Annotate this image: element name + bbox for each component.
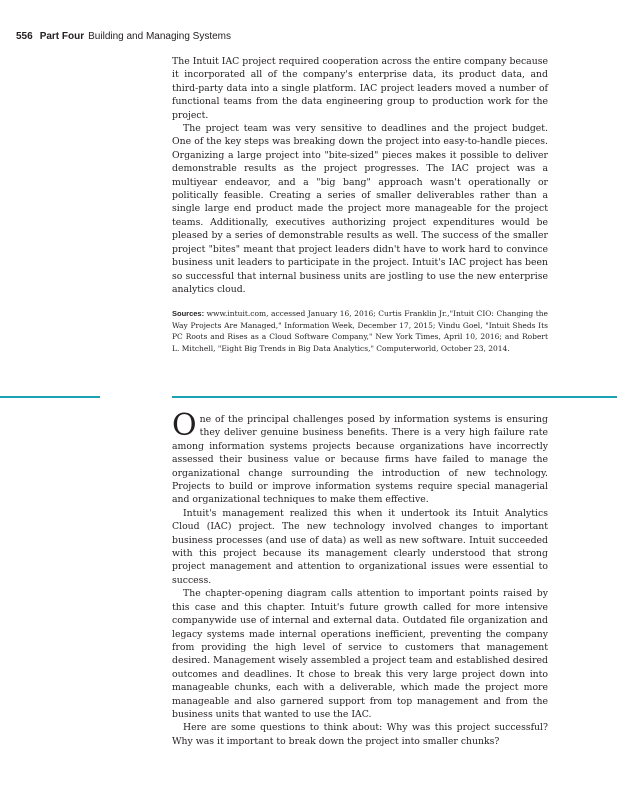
- sources-text: www.intuit.com, accessed January 16, 2016; Curtis Franklin Jr.,"Intuit CIO: Changing the Way Projects Are Managed," Information Week, December 17, 2015; Vindu Goel, "Intuit Sheds Its PC Roots and Rises as a Cloud Software Company," New York Times, April 10, 2016; and Robert L. Mitchell, "Eight Big Trends in Big Data Analytics," Computerworld, October 23, 2014.: [172, 309, 548, 353]
- section-divider: [172, 396, 617, 398]
- case-paragraph: The project team was very sensitive to deadlines and the project budget. One of the key steps was breaking down the project into easy-to-handle pieces. Organizing a large project into "bite-sized" pieces makes it possible to deliver demonstrable results as the project progresses. The IAC project was a multiyear endeavor, and a "big bang" approach wasn't operationally or politically feasible. Creating a series of smaller deliverables rather than a single large end product made the project more manageable for the project teams. Additionally, executives authorizing project expenditures would be pleased by a series of demonstrable results as well. The success of the smaller project "bites" meant that project leaders didn't have to work hard to convince business unit leaders to participate in the project. Intuit's IAC project has been so successful that internal business units are jostling to use the new enterprise analytics cloud.: [172, 123, 548, 295]
- section-divider-left: [0, 396, 100, 398]
- sources-note: [172, 308, 548, 354]
- page-number: 556: [16, 31, 33, 42]
- opener-paragraph: The chapter-opening diagram calls attention to important points raised by this case and this chapter. Intuit's future growth called for more intensive companywide use of internal and external data. Outdated file organization and legacy systems made internal operations inefficient, preventing the company from providing the high level of service to customers that management desired. Management wisely assembled a project team and established desired outcomes and deadlines. It chose to break this very large project down into manageable chunks, each with a deliverable, which made the project more manageable and also garnered support from top management and from the business units that wanted to use the IAC.: [172, 588, 548, 720]
- case-paragraph: The Intuit IAC project required cooperation across the entire company because it incorporated all of the company's enterprise data, its product data, and third-party data into a single platform. IAC project leaders moved a number of functional teams from the data engineering group to production work for the project.: [172, 56, 548, 121]
- part-title: Building and Managing Systems: [88, 31, 232, 42]
- case-study-text: [172, 55, 548, 354]
- sources-label: Sources:: [172, 309, 205, 319]
- opener-paragraph: Intuit's management realized this when it undertook its Intuit Analytics Cloud (IAC) project. The new technology involved changes to important business processes (and use of data) as well as new software. Intuit succeeded with this project because its management clearly understood that strong project management and attention to organizational issues were essential to success.: [172, 507, 548, 586]
- chapter-opener-text: [172, 408, 548, 748]
- drop-cap: O: [172, 408, 197, 443]
- running-head: [16, 31, 231, 43]
- opener-paragraph: [172, 408, 548, 507]
- opener-paragraph-text: ne of the principal challenges posed by information systems is ensuring they deliver genuine business benefits. There is a very high failure rate among information systems projects because organizations have incorrectly assessed their business value or because firms have failed to manage the organizational change surrounding the introduction of new technology. Projects to build or improve information systems require special managerial and organizational techniques to make them effective.: [172, 414, 548, 506]
- opener-paragraph: Here are some questions to think about: Why was this project successful? Why was it important to break down the project into smaller chunks?: [172, 722, 548, 747]
- part-label: Part Four: [39, 31, 85, 42]
